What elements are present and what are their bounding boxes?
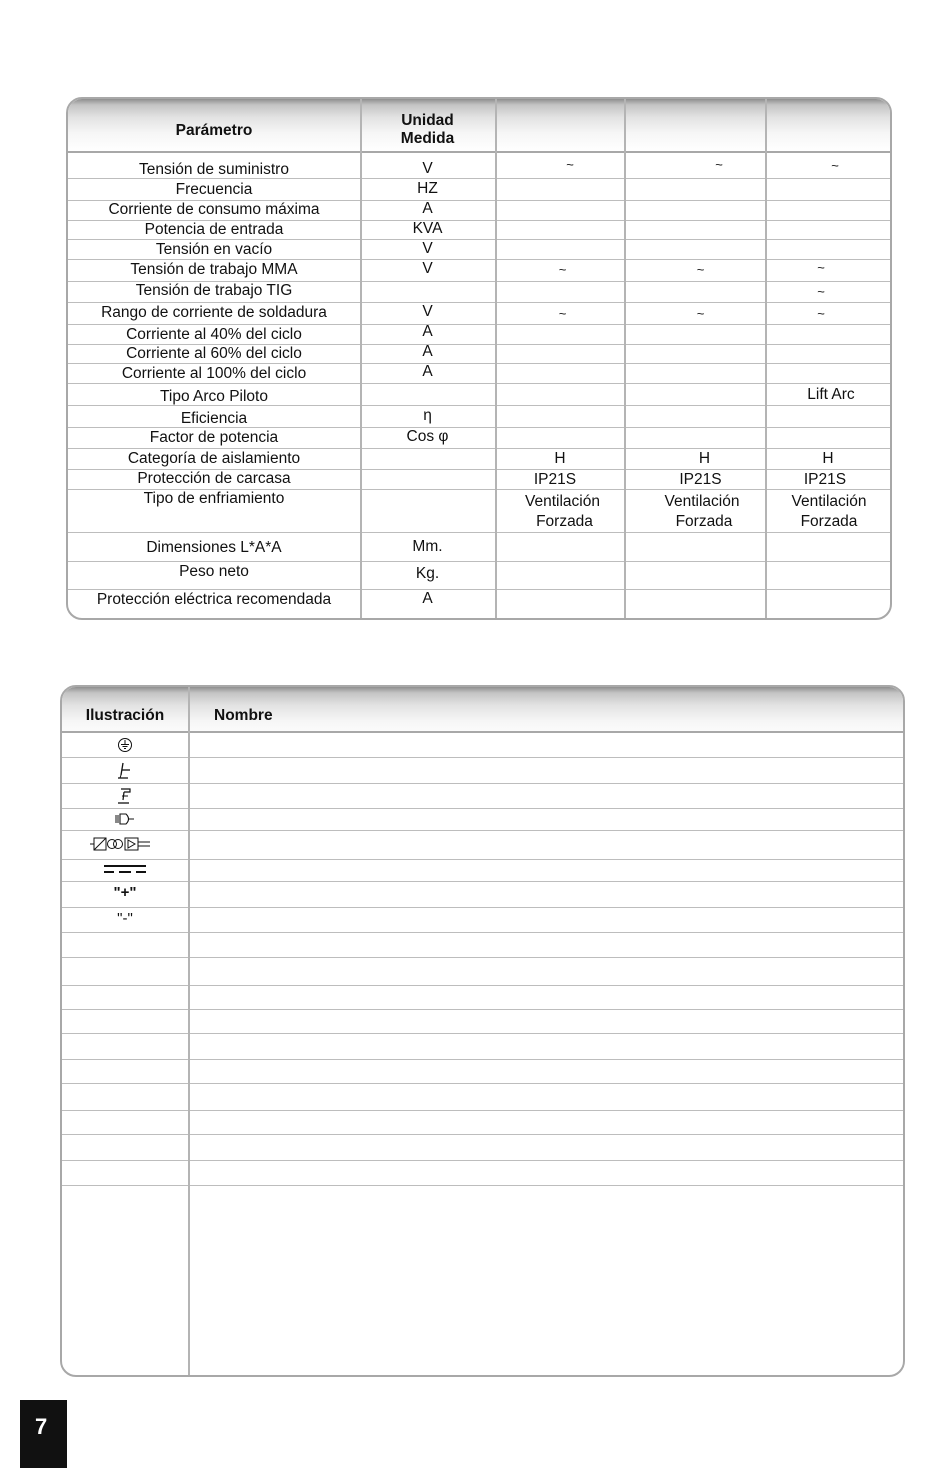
unit-label: A [422,343,433,360]
model1-value: ~ [558,262,567,277]
param-label: Corriente de consumo máxima [108,201,320,218]
dc-current-icon [62,863,188,879]
model1-value: ~ [566,157,574,172]
model3-value: ~ [817,284,825,299]
ground-symbol-icon [62,737,188,757]
model3-value-line2: Forzada [800,513,858,530]
param-label: Corriente al 100% del ciclo [121,365,307,382]
model2-value: ~ [696,262,705,277]
unit-label: A [422,323,433,340]
unit-label: V [422,303,433,320]
unit-label: A [422,363,433,380]
header-parametro: Parámetro [175,122,253,139]
model1-value: ~ [558,306,567,321]
header-nombre: Nombre [214,707,273,724]
model3-value: Ventilación [791,493,867,510]
unit-label: HZ [417,180,438,197]
model2-value-line2: Forzada [675,513,733,530]
positive-terminal-icon: "+" [113,884,137,901]
model3-value: ~ [817,306,825,321]
param-label: Protección eléctrica recomendada [96,591,332,608]
negative-terminal-icon: "-" [117,910,133,927]
param-label: Tensión en vacío [155,241,273,258]
model2-value: H [698,450,711,467]
unit-label: Mm. [412,538,443,555]
param-label: Tipo de enfriamiento [143,490,285,507]
param-label: Tipo Arco Piloto [160,388,268,405]
symbols-table [60,685,905,1377]
model2-value: ~ [715,157,723,172]
model1-value-line2: Forzada [536,513,593,530]
model3-value: ~ [817,260,825,275]
model2-value: IP21S [679,471,722,488]
page-number-box [20,1400,67,1468]
unit-label: η [423,407,432,424]
param-label: Frecuencia [175,181,253,198]
model1-value: Ventilación [525,493,600,510]
param-label: Corriente al 40% del ciclo [126,326,302,343]
param-label: Protección de carcasa [137,470,291,487]
param-label: Eficiencia [180,410,248,427]
tig-torch-icon [62,786,188,810]
header-ilustracion: Ilustración [85,707,165,724]
model1-value: H [554,450,566,467]
param-label: Rango de corriente de soldadura [101,304,327,321]
param-label: Factor de potencia [149,429,279,446]
param-label: Tensión de trabajo MMA [130,261,298,278]
model3-value: ~ [831,158,839,173]
plug-icon [62,811,188,831]
model2-value: Ventilación [664,493,740,510]
inverter-block-icon [62,836,188,856]
param-label: Peso neto [179,563,249,580]
model1-value: IP21S [533,471,577,488]
mma-electrode-icon [62,761,188,785]
unit-label: A [422,590,433,607]
unit-label: V [422,160,433,177]
header-unidad: Unidad [401,112,454,129]
unit-label: Kg. [415,565,440,582]
unit-label: KVA [412,220,443,237]
specifications-table [66,97,892,620]
model3-value: IP21S [803,471,847,488]
param-label: Tensión de trabajo TIG [135,282,293,299]
unit-label: V [422,260,433,277]
param-label: Categoría de aislamiento [127,450,301,467]
model3-value: Lift Arc [807,386,855,403]
param-label: Corriente al 60% del ciclo [126,345,302,362]
param-label: Potencia de entrada [144,221,284,238]
unit-label: V [422,240,433,257]
header-medida: Medida [400,130,455,147]
param-label: Dimensiones L*A*A [146,539,282,556]
unit-label: A [422,200,433,217]
model3-value: H [822,450,834,467]
model2-value: ~ [696,306,705,321]
page-number: 7 [35,1414,48,1439]
unit-label: Cos φ [406,428,449,445]
param-label: Tensión de suministro [139,161,289,178]
